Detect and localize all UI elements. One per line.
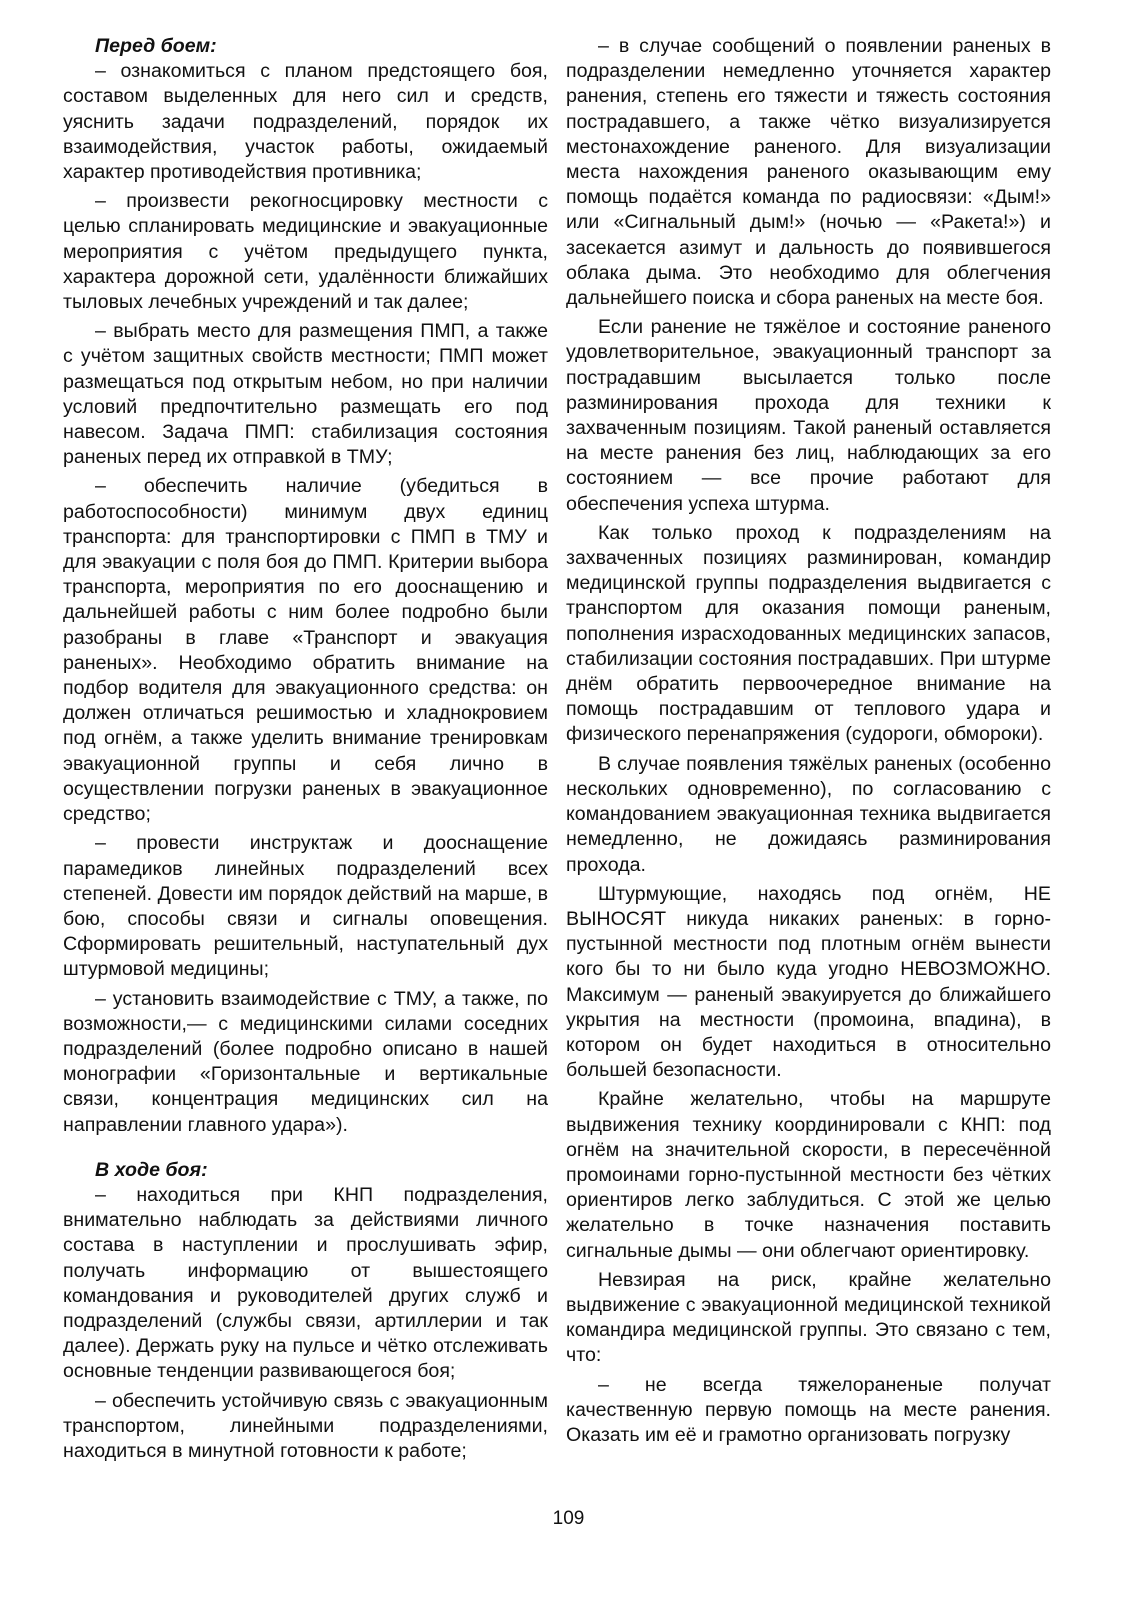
list-item: – провести инструктаж и дооснащение парамедиков линейных подразделений всех степеней. Довести им порядок действий на марше, в бою, способы связи и сигналы оповещения. Сформировать решительный, наступательный дух штурмовой медицины; [63, 832, 548, 981]
section-heading-during-battle: В ходе боя: [95, 1158, 208, 1181]
section-heading-before-battle: Перед боем: [95, 35, 217, 57]
paragraph: В случае появления тяжёлых раненых (особенно нескольких одновременно), по согласованию с командованием эвакуационная техника выдвигается немедленно, не дожидаясь разминирования прохода. [566, 752, 1051, 876]
paragraph: – в случае сообщений о появлении раненых в подразделении немедленно уточняется характер ранения, степень его тяжести и тяжесть состояния пострадавшего, а также чётко визуализируется местонахождение раненого. Для визуализации места нахождения раненого оказывающим ему помощь подаётся команда по радиосвязи: «Дым!» или «Сигнальный дым!» (ночью — «Ракета!») и засекается азимут и дальность до появившегося облака дыма. Это необходимо для облегчения дальнейшего поиска и сбора раненых на месте боя. [566, 35, 1051, 310]
paragraph: Как только проход к подразделениям на захваченных позициях разминирован, командир медицинской группы подразделения выдвигается с транспортом для оказания помощи раненым, пополнения израсходованных медицинских запасов, стабилизации состояния пострадавших. При штурме днём обратить первоочередное внимание на помощь пострадавшим от теплового удара и физического перенапряжения (судороги, обмороки). [566, 521, 1051, 746]
list-item: – обеспечить наличие (убедиться в работоспособности) минимум двух единиц транспорта: для транспортировки с ПМП в ТМУ и для эвакуации с поля боя до ПМП. Критерии выбора транспорта, мероприятия по его дооснащению и дальнейшей работы с ним более подробно были разобраны в главе «Транспорт и эвакуация раненых». Необходимо обратить внимание на подбор водителя для эвакуационного средства: он должен отличаться решимостью и хладнокровием под огнём, а также уделить внимание тренировкам эвакуационной группы и себя лично в осуществлении погрузки раненых в эвакуационное средство; [63, 475, 548, 826]
list-item: – обеспечить устойчивую связь с эвакуационным транспортом, линейными подразделениями, находиться в минутной готовности к работе; [63, 1389, 548, 1462]
list-item: – выбрать место для размещения ПМП, а также с учётом защитных свойств местности; ПМП может размещаться под открытым небом, но при наличии условий предпочтительно размещать его под навесом. Задача ПМП: стабилизация состояния раненых перед их отправкой в ТМУ; [63, 320, 548, 469]
right-column [566, 34, 1051, 1452]
paragraph: – не всегда тяжелораненые получат качественную первую помощь на месте ранения. Оказать им её и грамотно организовать погрузку [566, 1373, 1051, 1446]
paragraph: Штурмующие, находясь под огнём, НЕ ВЫНОСЯТ никуда никаких раненых: в горно-пустынной местности под плотным огнём вынести кого бы то ни было куда угодно НЕВОЗМОЖНО. Максимум — раненый эвакуируется до ближайшего укрытия на местности (промоина, впадина), в котором он будет находиться в относительно большей безопасности. [566, 882, 1051, 1082]
left-column [63, 34, 548, 1468]
list-item: – установить взаимодействие с ТМУ, а также, по возможности,— с медицинскими силами соседних подразделений (более подробно описано в нашей монографии «Горизонтальные и вертикальные связи, концентрация медицинских сил на направлении главного удара»). [63, 987, 548, 1136]
paragraph: Крайне желательно, чтобы на маршруте выдвижения технику координировали с КНП: под огнём на значительной скорости, в пересечённой промоинами горно-пустынной местности без чётких ориентиров легко заблудиться. С этой же целью желательно в точке назначения поставить сигнальные дымы — они облегчают ориентировку. [566, 1088, 1051, 1262]
page-number: 109 [552, 1508, 585, 1529]
paragraph: Невзирая на риск, крайне желательно выдвижение с эвакуационной медицинской техникой командира медицинской группы. Это связано с тем, что: [566, 1268, 1051, 1367]
list-item: – ознакомиться с планом предстоящего боя, составом выделенных для него сил и средств, уяснить задачи подразделений, порядок их взаимодействия, участок работы, ожидаемый характер противодействия противника; [63, 60, 548, 184]
list-item: – произвести рекогносцировку местности с целью спланировать медицинские и эвакуационные мероприятия с учётом предыдущего пункта, характера дорожной сети, удалённости ближайших тыловых лечебных учреждений и так далее; [63, 190, 548, 314]
paragraph: Если ранение не тяжёлое и состояние раненого удовлетворительное, эвакуационный транспорт за пострадавшим высылается только после разминирования прохода для техники к захваченным позициям. Такой раненый оставляется на месте ранения без лиц, наблюдающих за его состоянием — все прочие работают для обеспечения успеха штурма. [566, 316, 1051, 515]
list-item: – находиться при КНП подразделения, внимательно наблюдать за действиями личного состава в наступлении и прослушивать эфир, получать информацию от вышестоящего командования и руководителей других служб и подразделений (службы связи, артиллерии и так далее). Держать руку на пульсе и чётко отслеживать основные тенденции развивающегося боя; [63, 1183, 548, 1383]
